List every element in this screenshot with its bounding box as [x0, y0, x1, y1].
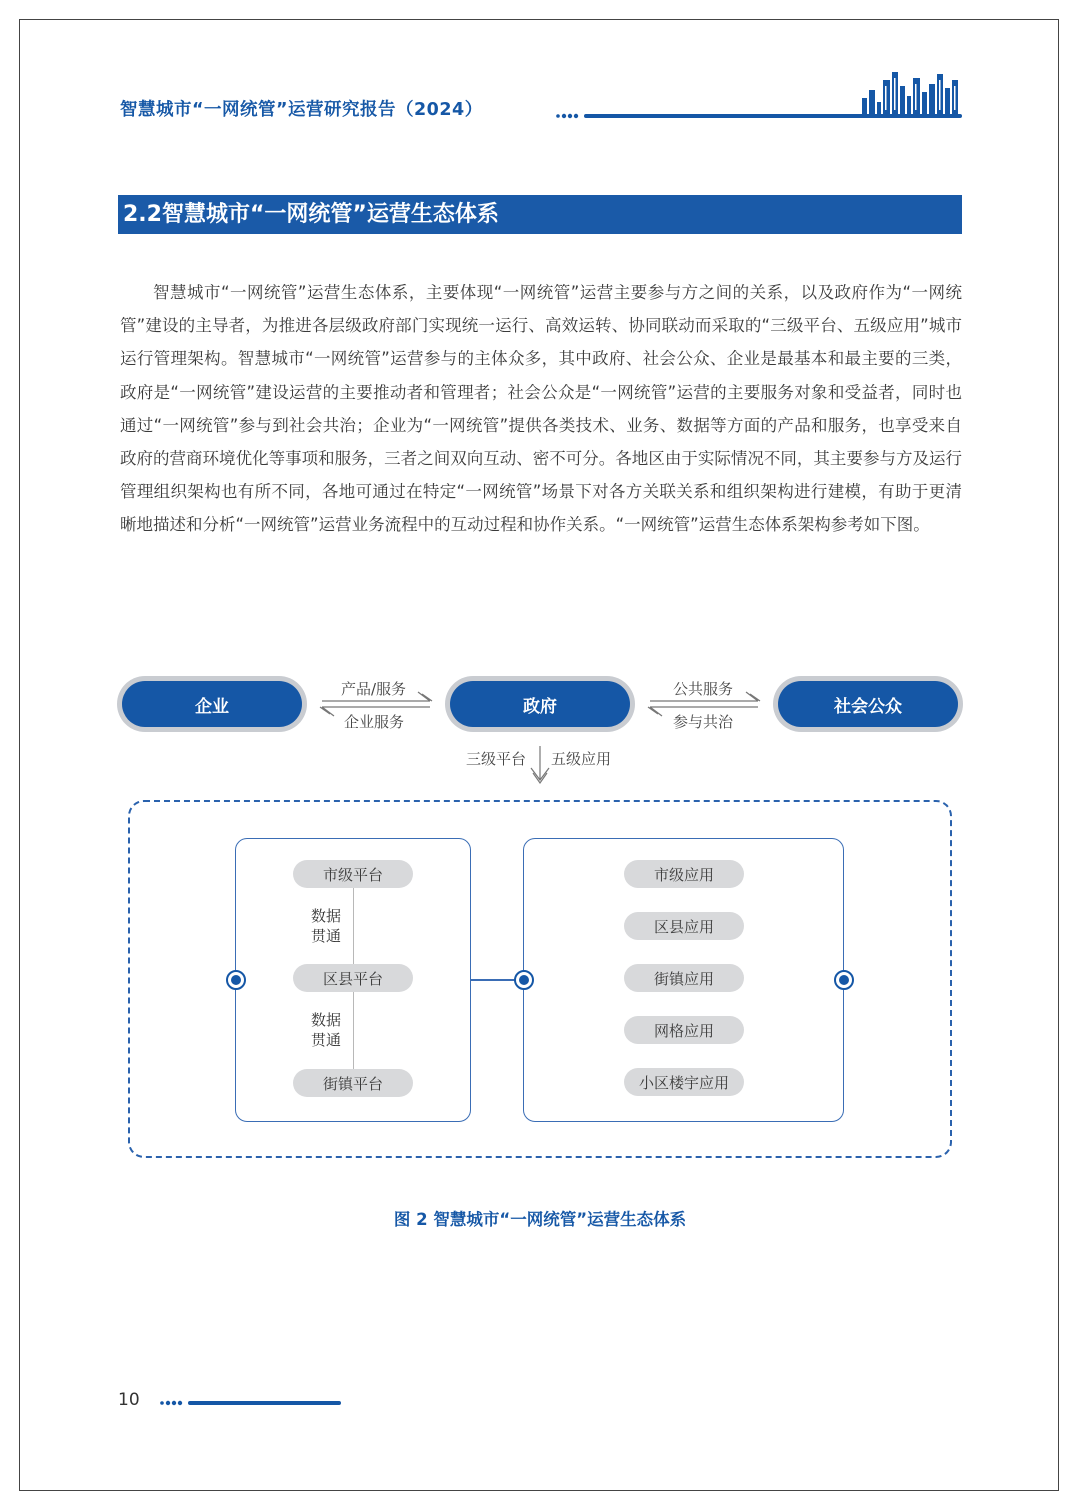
node-icon — [226, 970, 246, 990]
body-paragraph: 智慧城市“一网统管”运营生态体系，主要体现“一网统管”运营主要参与方之间的关系，以及政府作为“一网统管”建设的主导者，为推进各层级政府部门实现统一运行、高效运转、协同联动而采取的“三级平台、五级应用”城市运行管理架构。智慧城市“一网统管”运营参与的主体众多，其中政府、社会公众、企业是最基本和最主要的三类，政府是“一网统管”建设运营的主要推动者和管理者；社会公众是“一网统管”运营的主要服务对象和受益者，同时也通过“一网统管”参与到社会共治；企业为“一网统管”提供各类技术、业务、数据等方面的产品和服务，也享受来自政府的营商环境优化等事项和服务，三者之间双向互动、密不可分。各地区由于实际情况不同，其主要参与方及运行管理组织架构也有所不同，各地可通过在特定“一网统管”场景下对各方关联关系和组织架构进行建模，有助于更清晰地描述和分析“一网统管”运营业务流程中的互动过程和协作关系。“一网统管”运营生态体系架构参考如下图。 — [120, 283, 962, 535]
actor-enterprise: 企业 — [122, 681, 302, 727]
arrow-left-icon — [648, 707, 758, 716]
flow-label-three-platforms: 三级平台 — [466, 750, 527, 768]
dots-ornament-icon — [160, 1399, 188, 1407]
arrow-down-icon — [531, 746, 549, 783]
platform-city: 市级平台 — [293, 860, 413, 888]
footer-rule — [188, 1401, 341, 1405]
flow-label-enterprise-services: 企业服务 — [344, 713, 405, 731]
section-heading: 2.2智慧城市“一网统管”运营生态体系 — [118, 195, 962, 234]
node-icon — [514, 970, 534, 990]
arrow-right-icon — [650, 692, 760, 701]
flow-label-products: 产品/服务 — [341, 680, 407, 698]
data-link-label: 数据 贯通 — [310, 907, 341, 945]
app-grid: 网格应用 — [624, 1016, 744, 1044]
app-city: 市级应用 — [624, 860, 744, 888]
data-link-label: 数据 贯通 — [310, 1011, 341, 1049]
platform-street: 街镇平台 — [293, 1069, 413, 1097]
app-community-building: 小区楼宇应用 — [624, 1068, 744, 1096]
arrow-right-icon — [322, 692, 432, 701]
node-icon — [834, 970, 854, 990]
platform-district: 区县平台 — [293, 964, 413, 992]
figure-caption: 图 2 智慧城市“一网统管”运营生态体系 — [393, 1210, 687, 1229]
page-number: 10 — [118, 1390, 140, 1410]
app-district: 区县应用 — [624, 912, 744, 940]
report-title: 智慧城市“一网统管”运营研究报告（2024） — [120, 100, 483, 120]
actor-public: 社会公众 — [778, 681, 958, 727]
flow-label-co-governance: 参与共治 — [673, 713, 734, 731]
app-street: 街镇应用 — [624, 964, 744, 992]
actor-government: 政府 — [450, 681, 630, 727]
flow-label-five-applications: 五级应用 — [551, 750, 612, 768]
flow-label-public-services: 公共服务 — [673, 680, 734, 698]
arrow-left-icon — [320, 707, 430, 716]
